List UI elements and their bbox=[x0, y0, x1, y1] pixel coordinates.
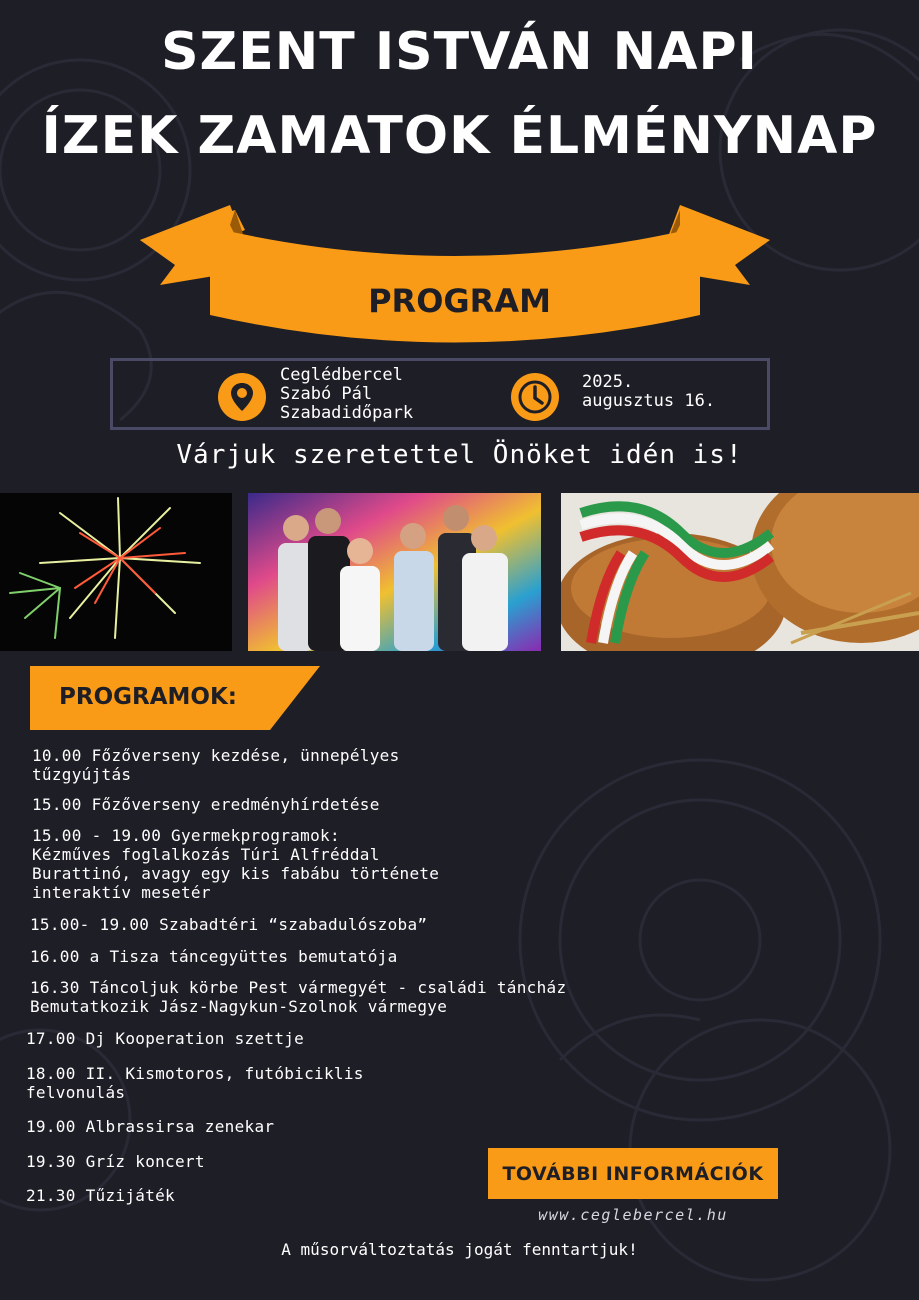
ribbon-label: PROGRAM bbox=[368, 282, 551, 320]
disclaimer-text: A műsorváltoztatás jogát fenntartjuk! bbox=[281, 1240, 638, 1259]
program-item: 18.00 II. Kismotoros, futóbiciklis felvonulás bbox=[26, 1064, 364, 1102]
program-item: 15.00 - 19.00 Gyermekprogramok: Kézműves foglalkozás Túri Alfréddal Burattinó, avagy egy kis fabábu története interaktív mesetér bbox=[32, 826, 440, 902]
program-item: 21.30 Tűzijáték bbox=[26, 1186, 175, 1205]
welcome-message: Várjuk szeretettel Önöket idén is! bbox=[176, 440, 743, 470]
program-item: 17.00 Dj Kooperation szettje bbox=[26, 1029, 305, 1048]
program-item: 16.00 a Tisza táncegyüttes bemutatója bbox=[30, 947, 398, 966]
event-location: Ceglédbercel Szabó Pál Szabadidőpark bbox=[280, 365, 414, 423]
program-item: 19.30 Gríz koncert bbox=[26, 1152, 205, 1171]
program-item: 15.00- 19.00 Szabadtéri “szabadulószoba” bbox=[30, 915, 428, 934]
page-title-line-2: ÍZEK ZAMATOK ÉLMÉNYNAP bbox=[41, 106, 878, 166]
event-date: 2025. augusztus 16. bbox=[582, 372, 716, 411]
program-item: 19.00 Albrassirsa zenekar bbox=[26, 1117, 275, 1136]
page-title-line-1: SZENT ISTVÁN NAPI bbox=[161, 22, 758, 82]
programs-heading: PROGRAMOK: bbox=[59, 684, 237, 710]
program-ribbon bbox=[140, 165, 770, 355]
website-link[interactable]: www.ceglebercel.hu bbox=[538, 1206, 728, 1224]
more-info-button[interactable]: TOVÁBBI INFORMÁCIÓK bbox=[488, 1148, 778, 1199]
clock-icon bbox=[511, 373, 559, 421]
band-photo bbox=[248, 493, 541, 651]
fireworks-photo bbox=[0, 493, 232, 651]
program-item: 15.00 Főzőverseny eredményhírdetése bbox=[32, 795, 380, 814]
bread-photo bbox=[561, 493, 919, 651]
program-item: 10.00 Főzőverseny kezdése, ünnepélyes tűzgyújtás bbox=[32, 746, 400, 784]
map-pin-icon bbox=[218, 373, 266, 421]
program-item: 16.30 Táncoljuk körbe Pest vármegyét - családi táncház Bemutatkozik Jász-Nagykun-Szolnok vármegye bbox=[30, 978, 567, 1016]
